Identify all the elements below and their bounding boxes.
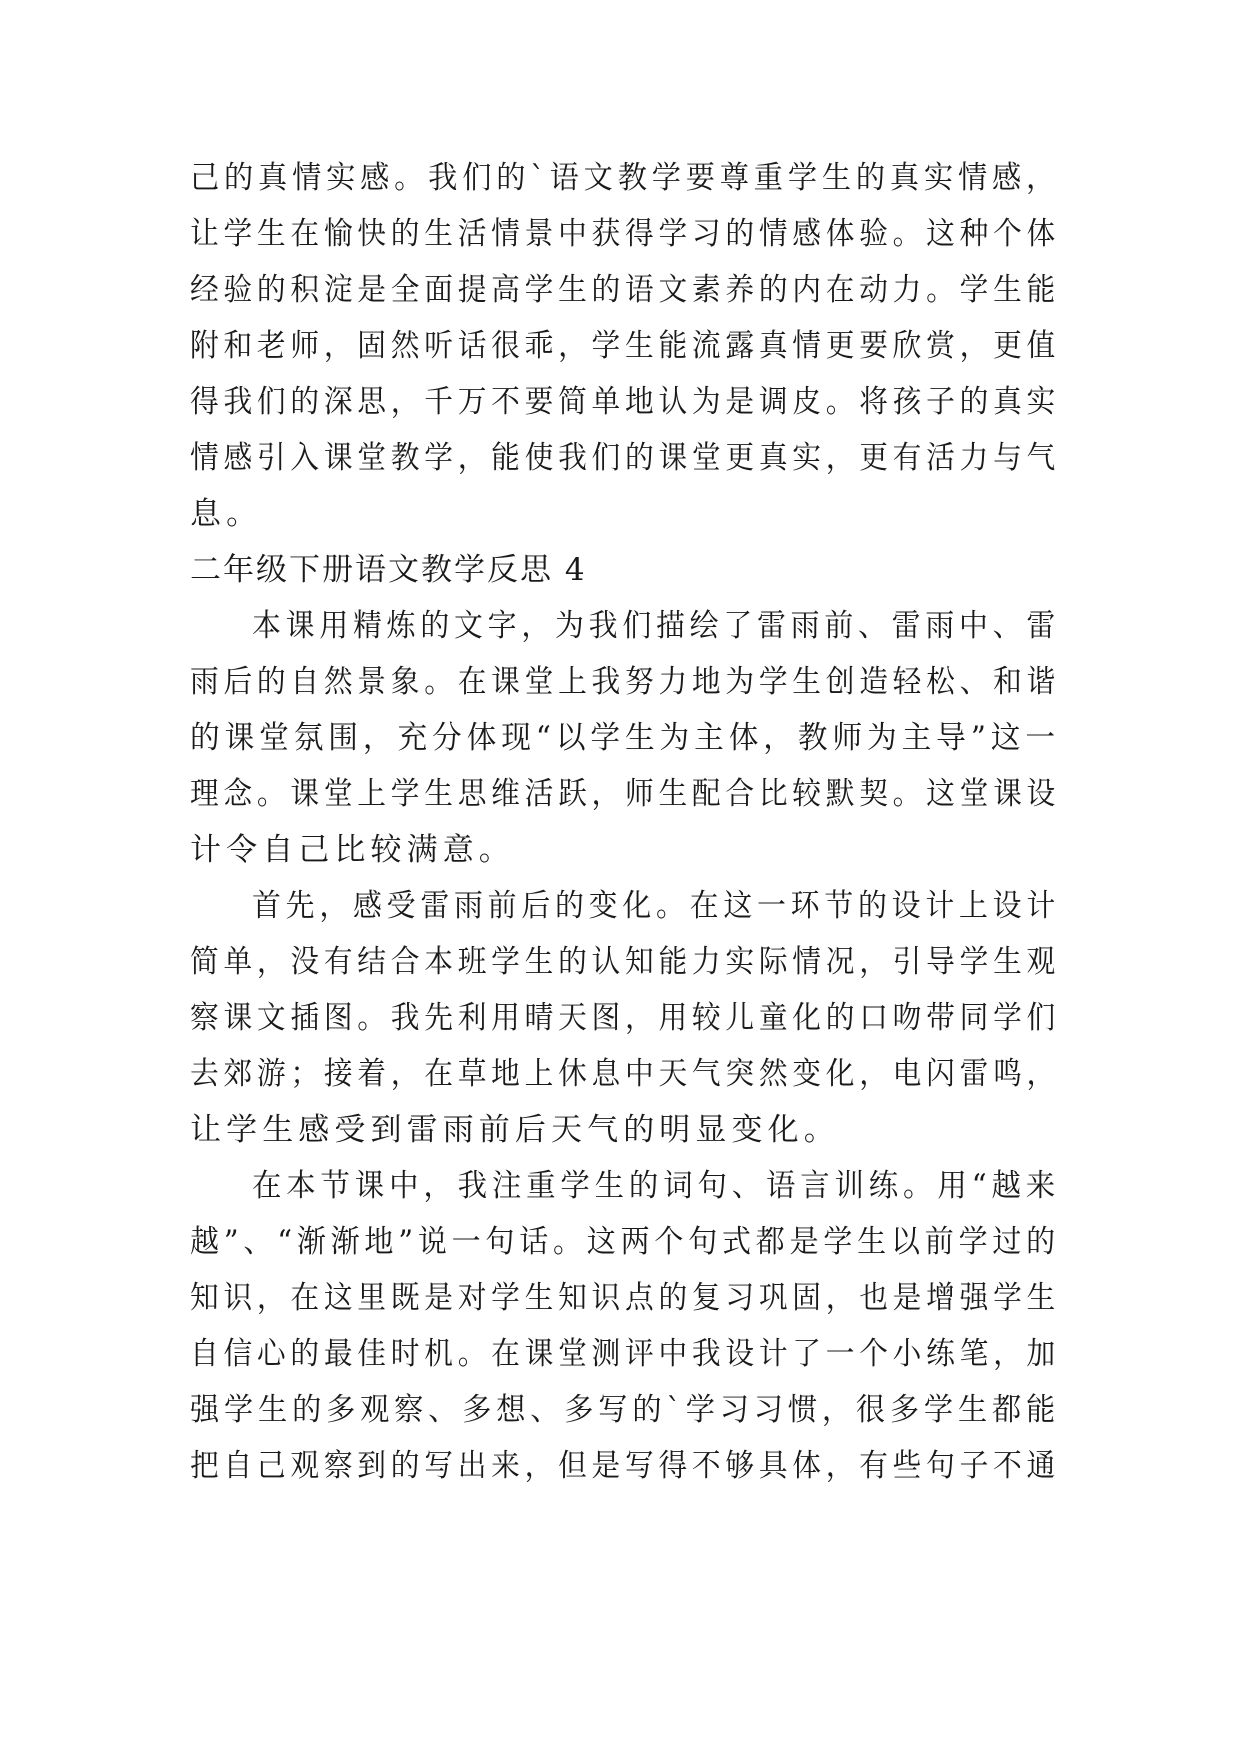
- text-line: 强学生的多观察、多想、多写的`学习习惯，很多学生都能: [190, 1392, 1061, 1428]
- text-line: 理念。课堂上学生思维活跃，师生配合比较默契。这堂课设: [190, 776, 1060, 812]
- text-line: 知识，在这里既是对学生知识点的复习巩固，也是增强学生: [190, 1280, 1060, 1316]
- text-line: 察课文插图。我先利用晴天图，用较儿童化的口吻带同学们: [190, 1000, 1060, 1036]
- paragraph-first-line: 首先，感受雷雨前后的变化。在这一环节的设计上设计: [252, 888, 1061, 924]
- paragraph-first-line: 在本节课中，我注重学生的词句、语言训练。用“越来: [252, 1168, 1061, 1204]
- text-line: 让学生在愉快的生活情景中获得学习的情感体验。这种个体: [190, 216, 1060, 252]
- text-line: 计令自己比较满意。: [190, 832, 515, 868]
- text-line: 自信心的最佳时机。在课堂测评中我设计了一个小练笔，加: [190, 1336, 1060, 1372]
- text-line: 越”、“渐渐地”说一句话。这两个句式都是学生以前学过的: [190, 1224, 1060, 1260]
- text-line: 情感引入课堂教学，能使我们的课堂更真实，更有活力与气: [190, 440, 1060, 476]
- text-line: 雨后的自然景象。在课堂上我努力地为学生创造轻松、和谐: [190, 664, 1060, 700]
- text-line: 的课堂氛围，充分体现“以学生为主体，教师为主导”这一: [190, 720, 1060, 756]
- section-heading: 二年级下册语文教学反思 4: [190, 552, 587, 588]
- paragraph-first-line: 本课用精炼的文字，为我们描绘了雷雨前、雷雨中、雷: [252, 608, 1061, 644]
- text-line: 把自己观察到的写出来，但是写得不够具体，有些句子不通: [190, 1448, 1060, 1484]
- text-line: 息。: [190, 496, 263, 532]
- text-line: 附和老师，固然听话很乖，学生能流露真情更要欣赏，更值: [190, 328, 1060, 364]
- text-line: 得我们的深思，千万不要简单地认为是调皮。将孩子的真实: [190, 384, 1060, 420]
- text-line: 简单，没有结合本班学生的认知能力实际情况，引导学生观: [190, 944, 1060, 980]
- text-line: 让学生感受到雷雨前后天气的明显变化。: [190, 1112, 840, 1148]
- text-line: 经验的积淀是全面提高学生的语文素养的内在动力。学生能: [190, 272, 1060, 308]
- text-line: 己的真情实感。我们的`语文教学要尊重学生的真实情感，: [190, 160, 1061, 196]
- text-line: 去郊游；接着，在草地上休息中天气突然变化，电闪雷鸣，: [190, 1056, 1060, 1092]
